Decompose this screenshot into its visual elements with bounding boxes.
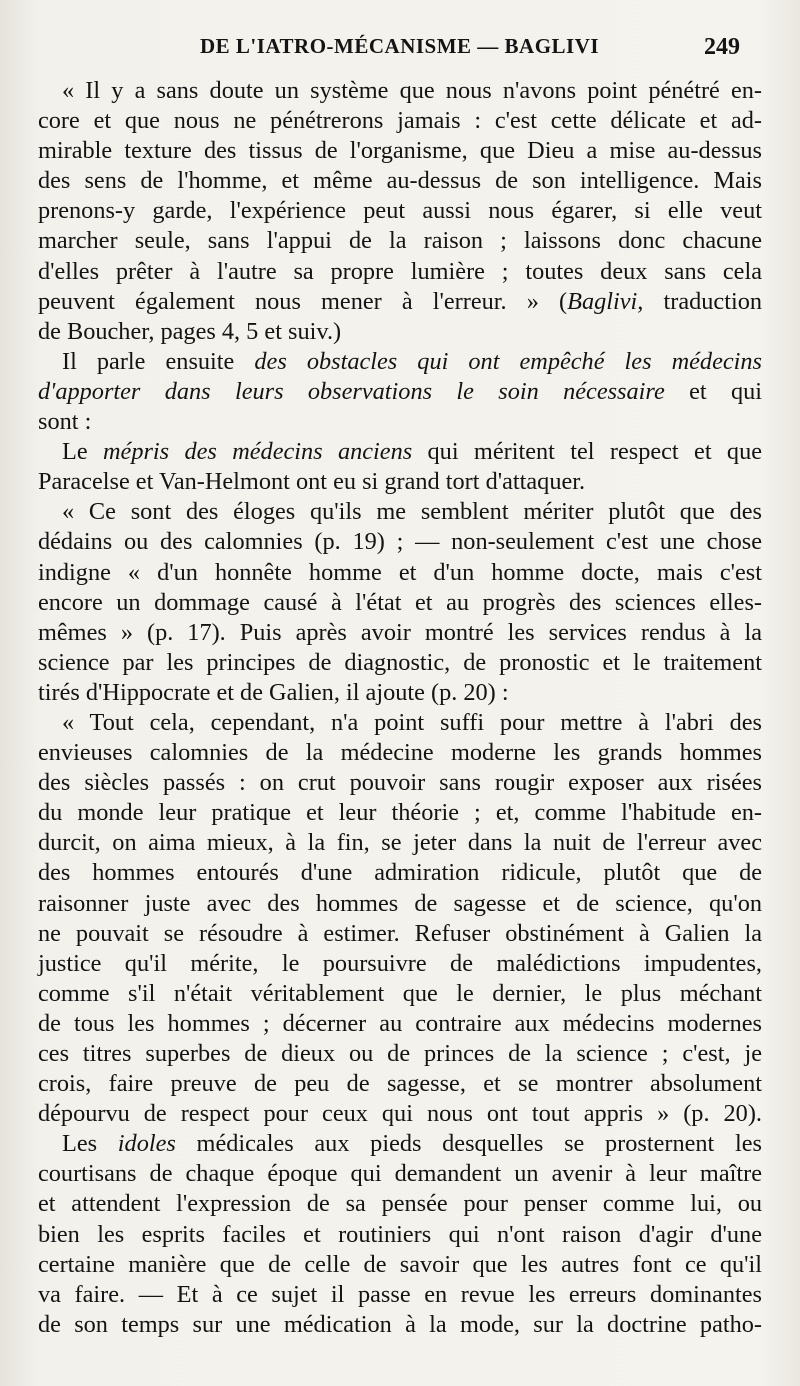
text-line: des siècles passés : on crut pouvoir sans rougir exposer aux risées — [38, 769, 762, 797]
text-line: de tous les hommes ; décerner au contraire aux médecins modernes — [38, 1009, 762, 1037]
text-line: core et que nous ne pénétrerons jamais : c'est cette délicate et ad- — [38, 107, 762, 135]
text-line: envieuses calomnies de la médecine moderne les grands hommes — [38, 739, 762, 767]
text-line — [38, 377, 762, 407]
text-line: de Boucher, pages 4, 5 et suiv.) — [38, 317, 342, 345]
text-segment: et qui — [664, 377, 762, 405]
text-line: encore un dommage causé à l'état et au progrès des sciences elles- — [38, 588, 762, 616]
text-line: crois, faire preuve de peu de sagesse, et se montrer absolument — [38, 1070, 762, 1098]
body-text — [38, 76, 762, 1340]
italic-segment: mépris des médecins anciens — [102, 438, 413, 466]
page-number: 249 — [704, 34, 740, 60]
text-line: courtisans de chaque époque qui demandent un avenir à leur maître — [38, 1160, 762, 1188]
text-line: indigne « d'un honnête homme et d'un homme docte, mais c'est — [38, 558, 762, 586]
text-segment: Les — [62, 1130, 118, 1158]
italic-segment: idoles — [117, 1130, 176, 1158]
text-segment: médicales aux pieds desquelles se prosternent les — [175, 1130, 762, 1158]
text-line: de son temps sur une médication à la mode, sur la doctrine patho- — [38, 1310, 762, 1338]
text-line — [38, 1129, 762, 1159]
page-header — [0, 34, 800, 66]
text-line: et attendent l'expression de sa pensée pour penser comme lui, ou — [38, 1190, 762, 1218]
text-segment: traduction — [643, 287, 762, 315]
text-line: tirés d'Hippocrate et de Galien, il ajoute (p. 20) : — [38, 678, 509, 706]
italic-segment: Baglivi, — [567, 287, 644, 315]
text-line: durcit, on aima mieux, à la fin, se jeter dans la nuit de l'erreur avec — [38, 829, 762, 857]
text-line: « Tout cela, cependant, n'a point suffi pour mettre à l'abri des — [62, 708, 762, 736]
italic-segment: des obstacles qui ont empêché les médecins — [254, 347, 762, 375]
text-line: des hommes entourés d'une admiration ridicule, plutôt que de — [38, 859, 762, 887]
text-line: va faire. — Et à ce sujet il passe en revue les erreurs dominantes — [38, 1280, 762, 1308]
text-line: ces titres superbes de dieux ou de princes de la science ; c'est, je — [38, 1040, 762, 1067]
text-segment: peuvent également nous mener à l'erreur. » ( — [38, 287, 568, 315]
italic-segment: d'apporter dans leurs observations le soin nécessaire — [38, 377, 665, 405]
text-line: justice qu'il mérite, le poursuivre de malédictions impudentes, — [38, 949, 762, 977]
text-line: ne pouvait se résoudre à estimer. Refuser obstinément à Galien la — [38, 919, 762, 947]
text-line: mêmes » (p. 17). Puis après avoir montré les services rendus à la — [38, 618, 762, 646]
text-line — [38, 287, 762, 317]
running-title: DE L'IATRO-MÉCANISME — BAGLIVI — [200, 34, 600, 58]
text-line: des sens de l'homme, et même au-dessus de son intelligence. Mais — [38, 167, 762, 195]
text-line: mirable texture des tissus de l'organisme, que Dieu a mise au-dessus — [38, 137, 762, 165]
text-line: sont : — [38, 408, 92, 436]
text-segment: Le — [62, 438, 103, 466]
text-line — [38, 347, 762, 377]
text-line: Paracelse et Van-Helmont ont eu si grand tort d'attaquer. — [38, 468, 586, 496]
text-segment: qui méritent tel respect et que — [412, 438, 762, 466]
text-line: d'elles prêter à l'autre sa propre lumière ; toutes deux sans cela — [38, 257, 762, 285]
text-line: dédains ou des calomnies (p. 19) ; — non-seulement c'est une chose — [38, 528, 762, 556]
text-line: raisonner juste avec des hommes de sagesse et de science, qu'on — [38, 889, 762, 917]
text-line: « Ce sont des éloges qu'ils me semblent mériter plutôt que des — [62, 498, 762, 526]
text-line: bien les esprits faciles et routiniers qui n'ont raison d'agir d'une — [38, 1220, 762, 1248]
text-line: marcher seule, sans l'appui de la raison ; laissons donc chacune — [38, 227, 762, 255]
text-line: prenons-y garde, l'expérience peut aussi nous égarer, si elle veut — [38, 197, 762, 225]
text-segment: Il parle ensuite — [62, 347, 255, 375]
text-line: science par les principes de diagnostic, de pronostic et le traitement — [38, 648, 762, 676]
text-line — [38, 437, 762, 467]
text-line: certaine manière que de celle de savoir que les autres font ce qu'il — [38, 1250, 762, 1278]
text-line: dépourvu de respect pour ceux qui nous ont tout appris » (p. 20). — [38, 1100, 762, 1128]
text-line: comme s'il n'était véritablement que le dernier, le plus méchant — [38, 979, 762, 1007]
text-line: « Il y a sans doute un système que nous n'avons point pénétré en- — [62, 77, 762, 104]
text-line: du monde leur pratique et leur théorie ; et, comme l'habitude en- — [38, 799, 762, 827]
